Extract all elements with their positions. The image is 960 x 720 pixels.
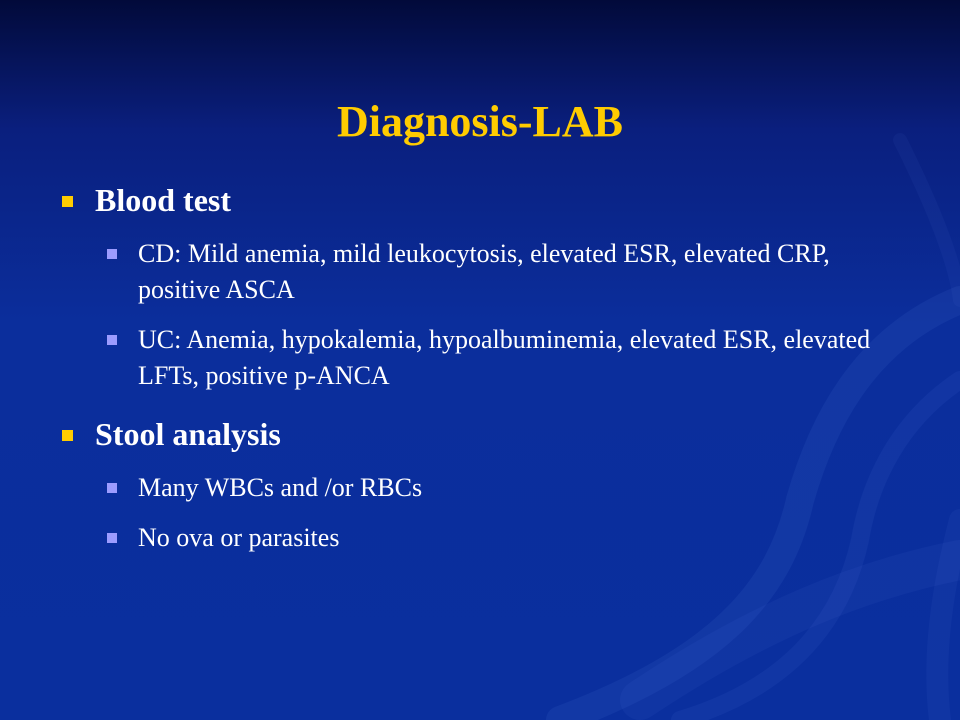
square-bullet-icon — [107, 533, 117, 543]
bullet-stool-analysis — [60, 414, 900, 454]
square-bullet-icon — [107, 335, 117, 345]
section-heading: Stool analysis — [95, 416, 281, 452]
bullet-content — [60, 180, 900, 556]
sub-bullet-text: UC: Anemia, hypokalemia, hypoalbuminemia, elevated ESR, elevated LFTs, positive p-ANCA — [138, 325, 871, 390]
sub-bullet-cd — [105, 236, 900, 308]
bullet-blood-test — [60, 180, 900, 220]
square-bullet-icon — [107, 483, 117, 493]
sub-bullet-text: No ova or parasites — [138, 523, 340, 552]
square-bullet-icon — [62, 196, 73, 207]
sub-bullet-ova — [105, 520, 900, 556]
sub-bullet-wbc — [105, 470, 900, 506]
square-bullet-icon — [62, 430, 73, 441]
sub-bullet-uc — [105, 322, 900, 394]
slide-title: Diagnosis-LAB — [336, 97, 624, 146]
sub-bullet-text: Many WBCs and /or RBCs — [138, 473, 423, 502]
section-heading: Blood test — [95, 182, 231, 218]
square-bullet-icon — [107, 249, 117, 259]
sub-bullet-text: CD: Mild anemia, mild leukocytosis, elevated ESR, elevated CRP, positive ASCA — [138, 239, 830, 304]
